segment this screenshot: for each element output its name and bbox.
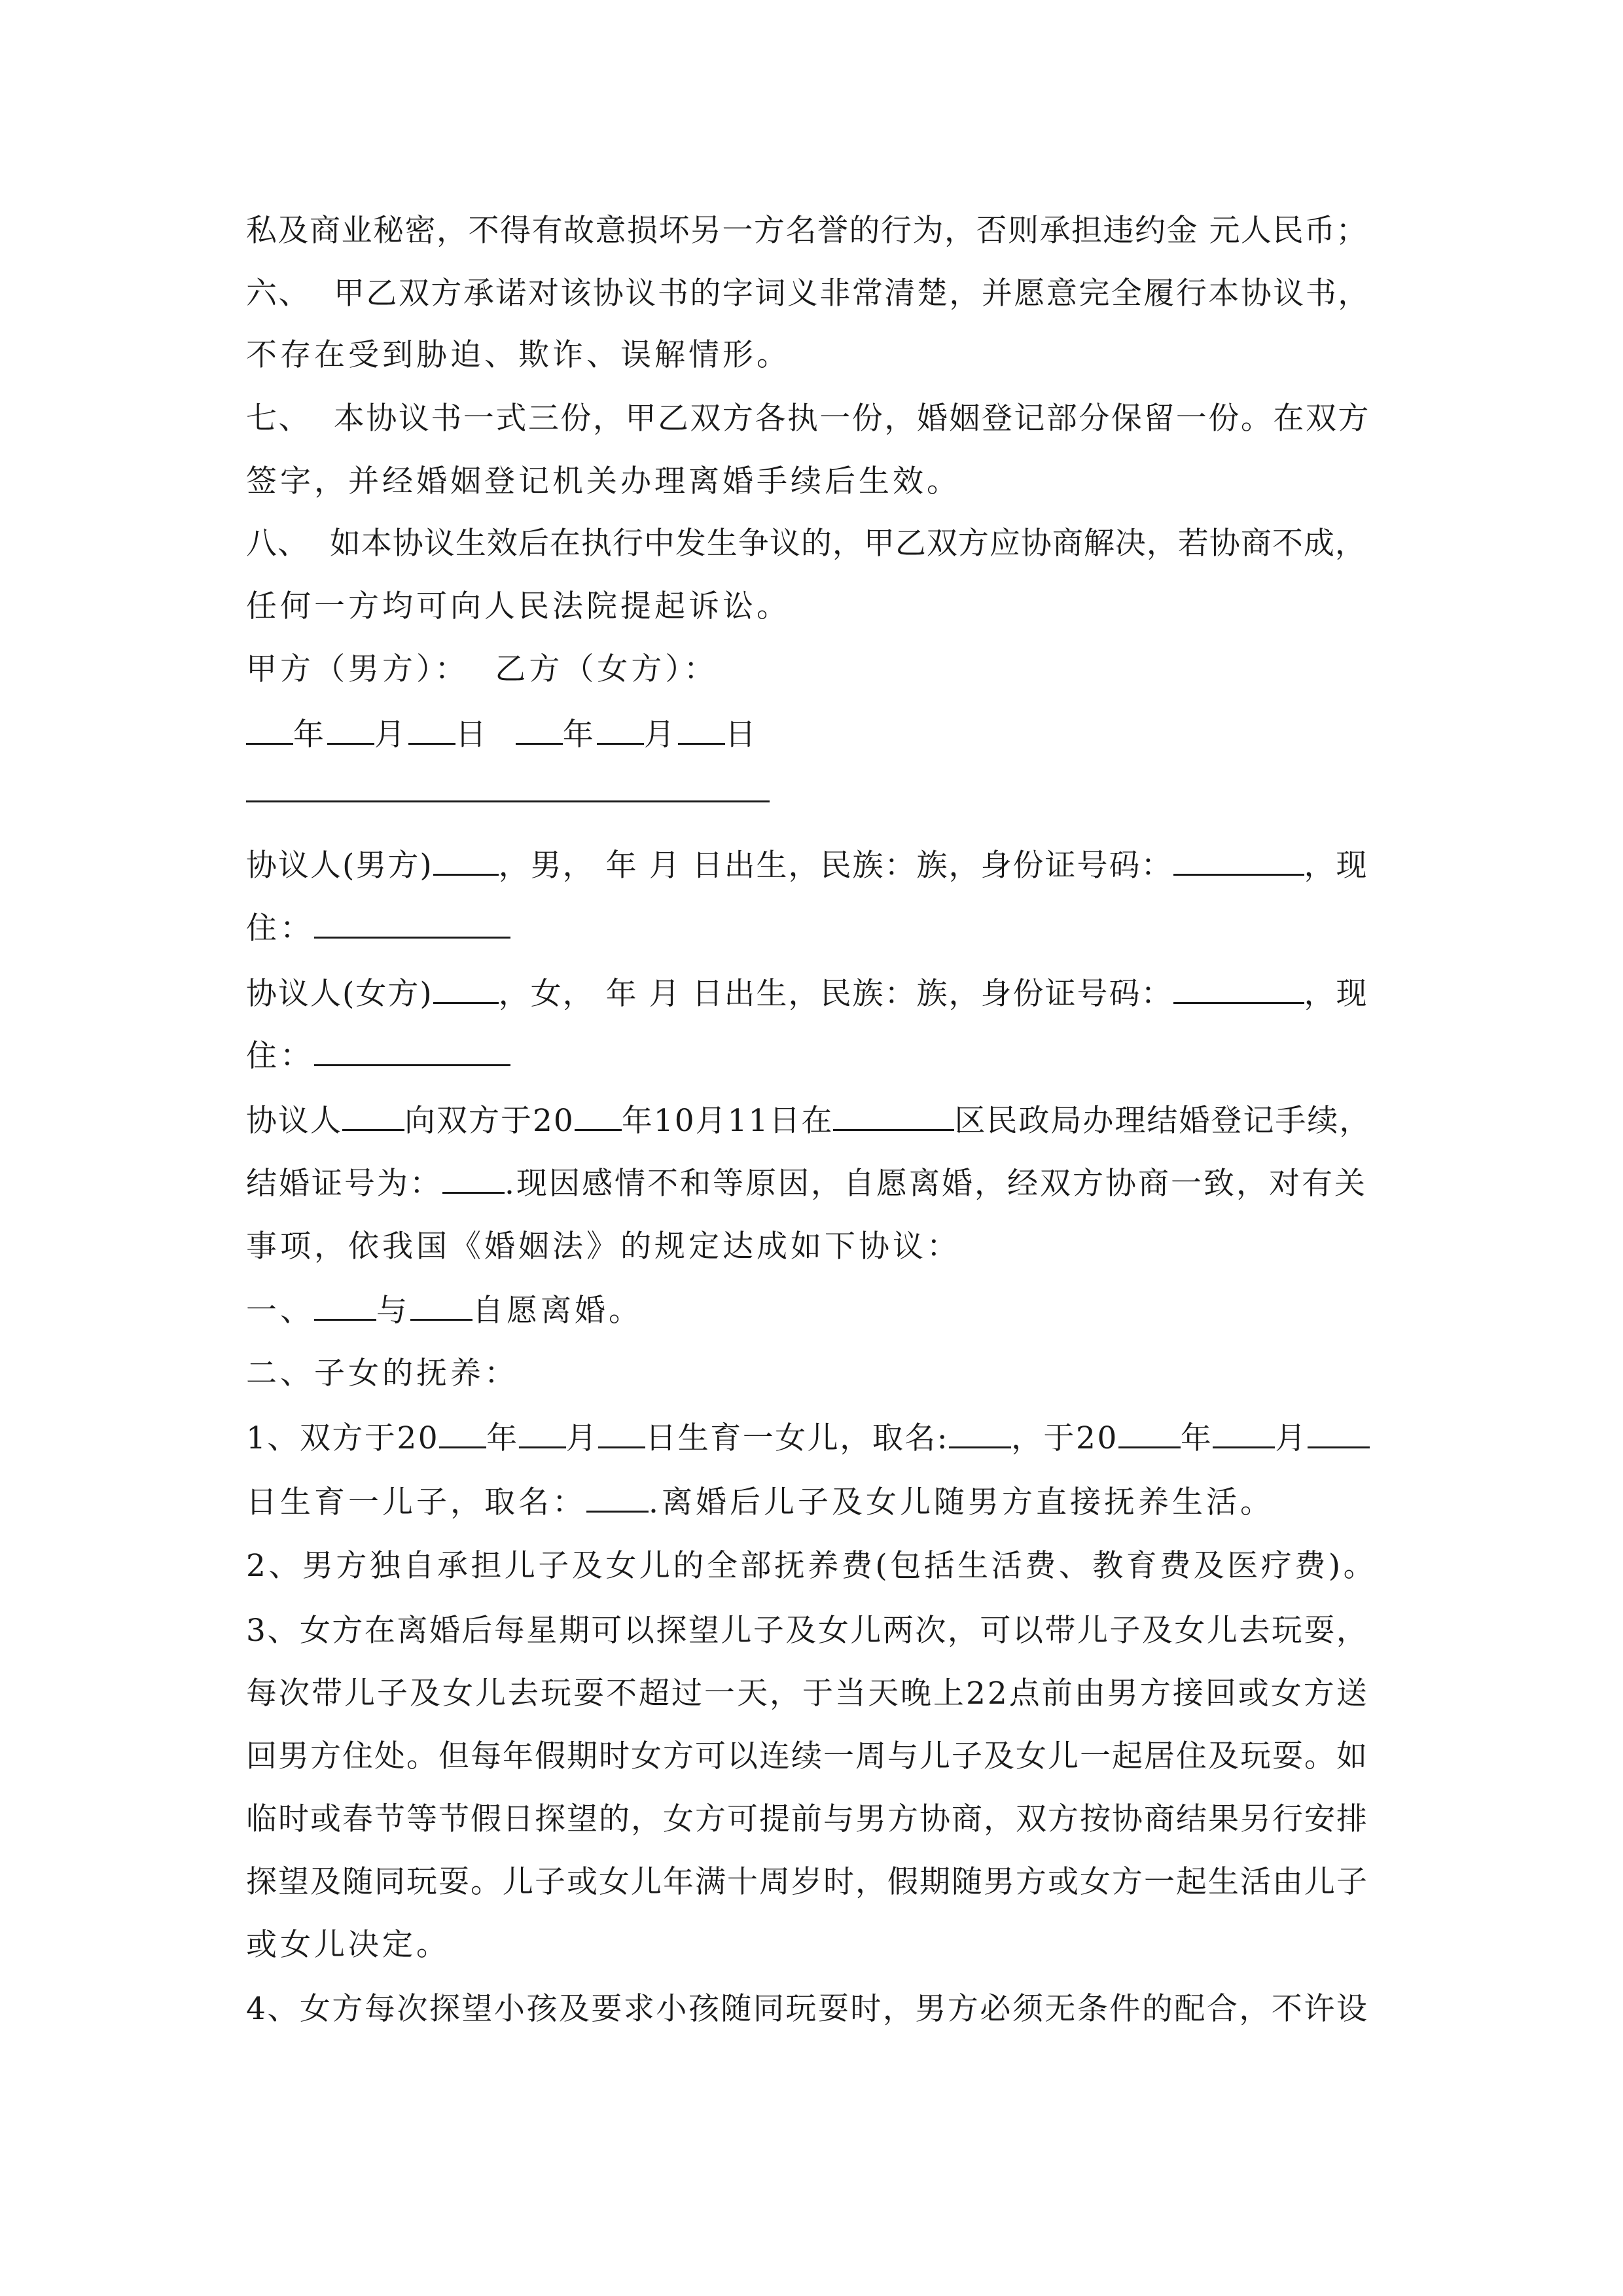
agreement-item-1: 一、 与 自愿离婚。	[246, 1293, 643, 1329]
clause-6: 六、 甲乙双方承诺对该协议书的字词义非常清楚，并愿意完全履行本协议书，	[246, 276, 1370, 312]
clause-8: 八、 如本协议生效后在执行中发生争议的，甲乙双方应协商解决，若协商不成，	[246, 526, 1366, 562]
text-line: 签字，并经婚姻登记机关办理离婚手续后生效。	[246, 463, 961, 499]
text-line: 探望及随同玩耍。儿子或女儿年满十周岁时，假期随男方或女方一起生活由儿子	[246, 1864, 1368, 1900]
text-line: 不存在受到胁迫、欺诈、误解情形。	[246, 337, 791, 373]
custody-item-2: 2、男方独自承担儿子及女儿的全部抚养费(包括生活费、教育费及医疗费)。	[246, 1548, 1378, 1584]
clause-7: 七、 本协议书一式三份，甲乙双方各执一份，婚姻登记部分保留一份。在双方	[246, 401, 1370, 437]
text-line: 每次带儿子及女儿去玩耍不超过一天，于当天晚上22点前由男方接回或女方送	[246, 1676, 1369, 1712]
agreement-item-2-heading: 二、子女的抚养：	[246, 1355, 518, 1391]
text-line: 结婚证号为： .现因感情不和等原因，自愿离婚，经双方协商一致，对有关	[246, 1166, 1367, 1202]
custody-item-3: 3、女方在离婚后每星期可以探望儿子及女儿两次，可以带儿子及女儿去玩耍，	[246, 1613, 1369, 1649]
custody-item-1: 1、双方于20 年 月 日生育一女儿，取名: ，于20 年 月	[246, 1419, 1370, 1458]
text-line: 临时或春节等节假日探望的，女方可提前与男方协商，双方按协商结果另行安排	[246, 1801, 1368, 1837]
text-line: 回男方住处。但每年假期时女方可以连续一周与儿子及女儿一起居住及玩耍。如	[246, 1738, 1368, 1774]
signature-parties: 甲方（男方）： 乙方（女方）：	[246, 651, 718, 687]
party-female-address: 住：	[246, 1037, 510, 1076]
text-line: 或女儿决定。	[246, 1927, 450, 1963]
text-line: 任何一方均可向人民法院提起诉讼。	[246, 588, 791, 624]
separator-rule	[246, 800, 770, 802]
signature-dates: 年 月 日 年 月 日	[246, 715, 759, 755]
party-female: 协议人(女方) ，女， 年 月 日出生，民族：族，身份证号码： ，现	[246, 976, 1368, 1012]
text-line: 日生育一儿子，取名： .离婚后儿子及女儿随男方直接抚养生活。	[246, 1484, 1274, 1520]
text-line: 私及商业秘密，不得有故意损坏另一方名誉的行为，否则承担违约金 元人民币；	[246, 213, 1368, 249]
party-male: 协议人(男方) ，男， 年 月 日出生，民族：族，身份证号码： ，现	[246, 848, 1368, 884]
party-male-address: 住：	[246, 909, 510, 948]
custody-item-4: 4、女方每次探望小孩及要求小孩随同玩耍时，男方必须无条件的配合，不许设	[246, 1991, 1369, 2027]
marriage-registration: 协议人 向双方于20 年10月11日在 区民政局办理结婚登记手续，	[246, 1103, 1372, 1139]
text-line: 事项，依我国《婚姻法》的规定达成如下协议：	[246, 1229, 961, 1265]
